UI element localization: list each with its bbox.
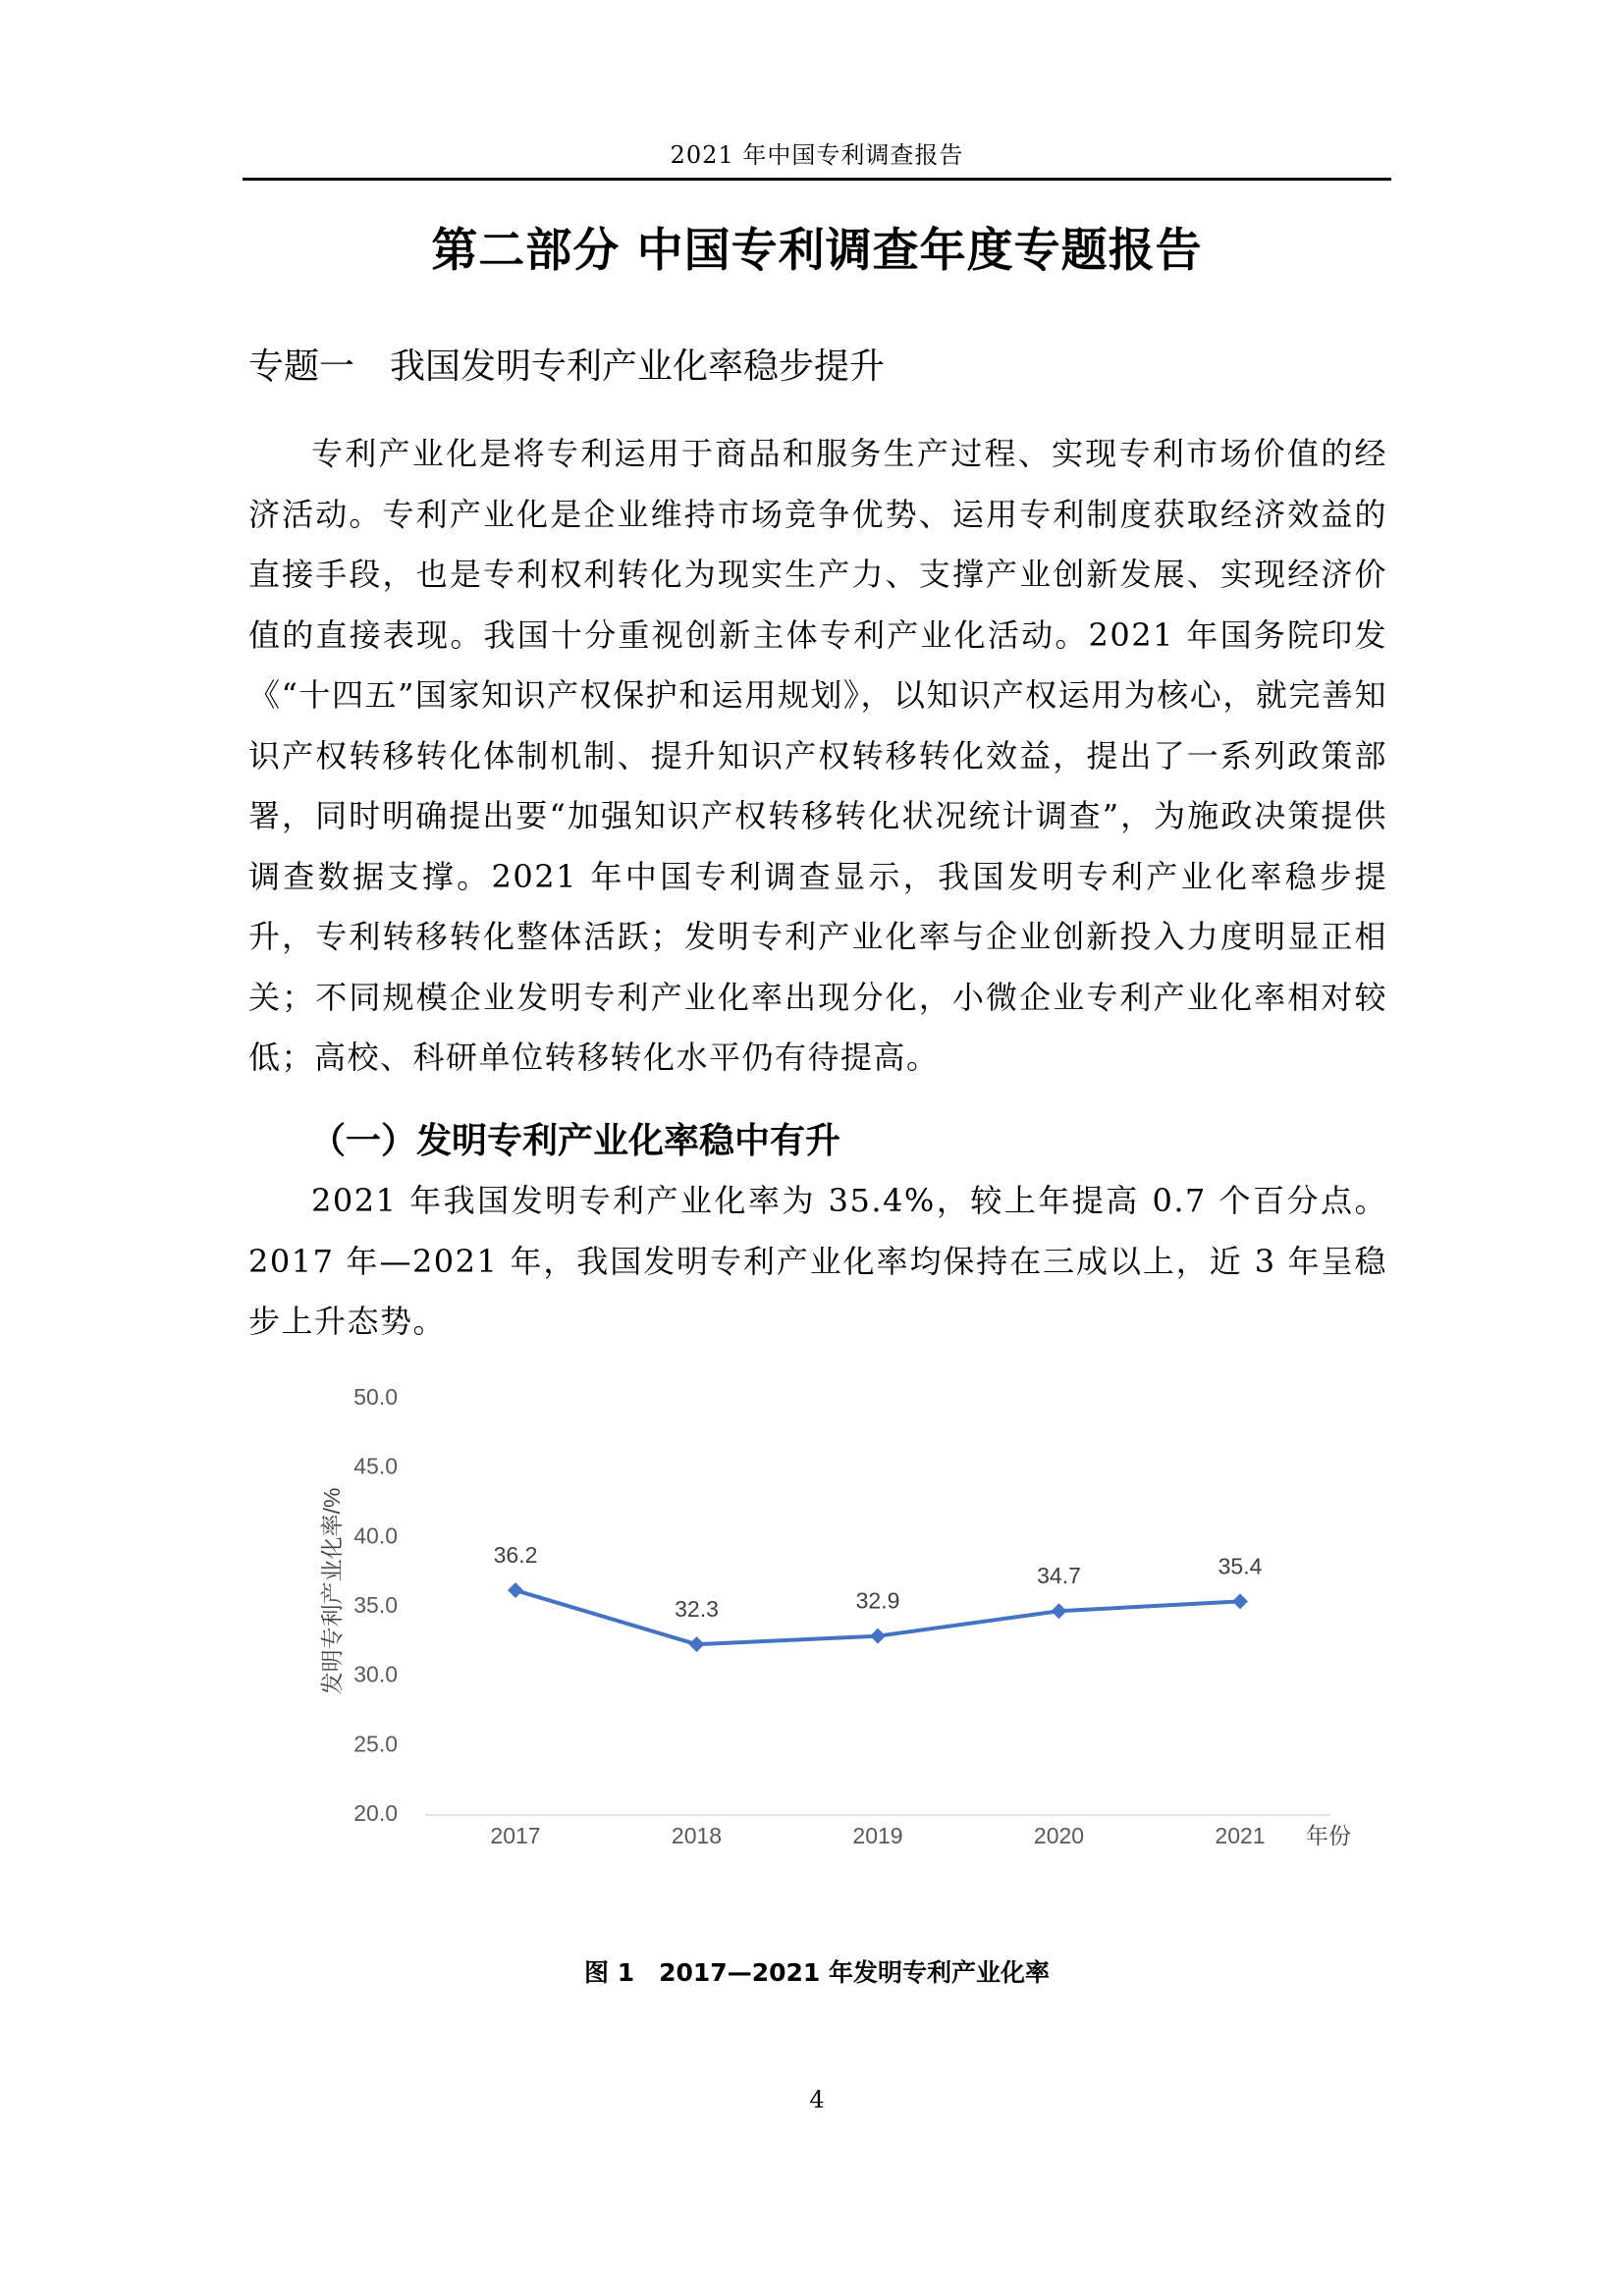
x-axis-label: 年份 [1306,1823,1351,1848]
intro-paragraph: 专利产业化是将专利运用于商品和服务生产过程、实现专利市场价值的经济活动。专利产业化是企业维持市场竞争优势、运用专利制度获取经济效益的直接手段，也是专利权利转化为现实生产力、支撑产业创新发展、实现经济价值的直接表现。我国十分重视创新主体专利产业化活动。2021 年国务院印发《“十四五”国家知识产权保护和运用规划》，以知识产权运用为核心，就完善知识产权转移转化体制机制、提升知识产权转移转化效益，提出了一系列政策部署，同时明确提出要“加强知识产权转移转化状况统计调查”，为施政决策提供调查数据支撑。2021 年中国专利调查显示，我国发明专利产业化率稳步提升，专利转移转化整体活跃；发明专利产业化率与企业创新投入力度明显正相关；不同规模企业发明专利产业化率出现分化，小微企业专利产业化率相对较低；高校、科研单位转移转化水平仍有待提高。 [248,435,1387,1076]
data-point [870,1629,886,1644]
y-axis-label: 发明专利产业化率/% [319,1487,346,1695]
data-point [1052,1603,1067,1619]
data-point [1232,1593,1248,1609]
y-tick-label: 25.0 [353,1731,398,1757]
header-rule [243,178,1391,181]
data-point [689,1636,705,1652]
data-point [508,1582,523,1598]
data-label: 32.9 [855,1587,900,1614]
y-axis-ticks [353,1384,398,1826]
line-chart [295,1364,1394,1895]
data-label: 32.3 [675,1596,719,1623]
x-tick-label: 2018 [671,1823,723,1848]
y-tick-label: 50.0 [353,1384,398,1411]
y-tick-label: 35.0 [353,1592,398,1619]
section-paragraph: 2021 年我国发明专利产业化率为 35.4%，较上年提高 0.7 个百分点。2017 年—2021 年，我国发明专利产业化率均保持在三成以上，近 3 年呈稳步上升态势。 [248,1182,1387,1340]
y-tick-label: 40.0 [353,1522,398,1549]
x-axis-ticks [490,1823,1265,1848]
running-header: 2021 年中国专利调查报告 [670,141,964,169]
data-label: 34.7 [1037,1563,1081,1589]
page-number: 4 [809,2086,825,2113]
y-tick-label: 45.0 [353,1453,398,1479]
x-tick-label: 2020 [1033,1823,1085,1848]
data-label: 36.2 [493,1542,538,1569]
figure-caption: 图 1 2017—2021 年发明专利产业化率 [584,1958,1050,1987]
data-labels [494,1542,1263,1622]
topic-heading: 专题一 我国发明专利产业化率稳步提升 [248,347,886,387]
section-heading: （一）发明专利产业化率稳中有升 [310,1120,841,1161]
x-tick-label: 2017 [490,1823,541,1848]
data-label: 35.4 [1218,1553,1263,1579]
part-title: 第二部分 中国专利调查年度专题报告 [431,224,1203,278]
y-tick-label: 20.0 [353,1800,398,1827]
y-tick-label: 30.0 [353,1661,398,1687]
x-tick-label: 2019 [852,1823,903,1848]
x-tick-label: 2021 [1215,1823,1266,1848]
